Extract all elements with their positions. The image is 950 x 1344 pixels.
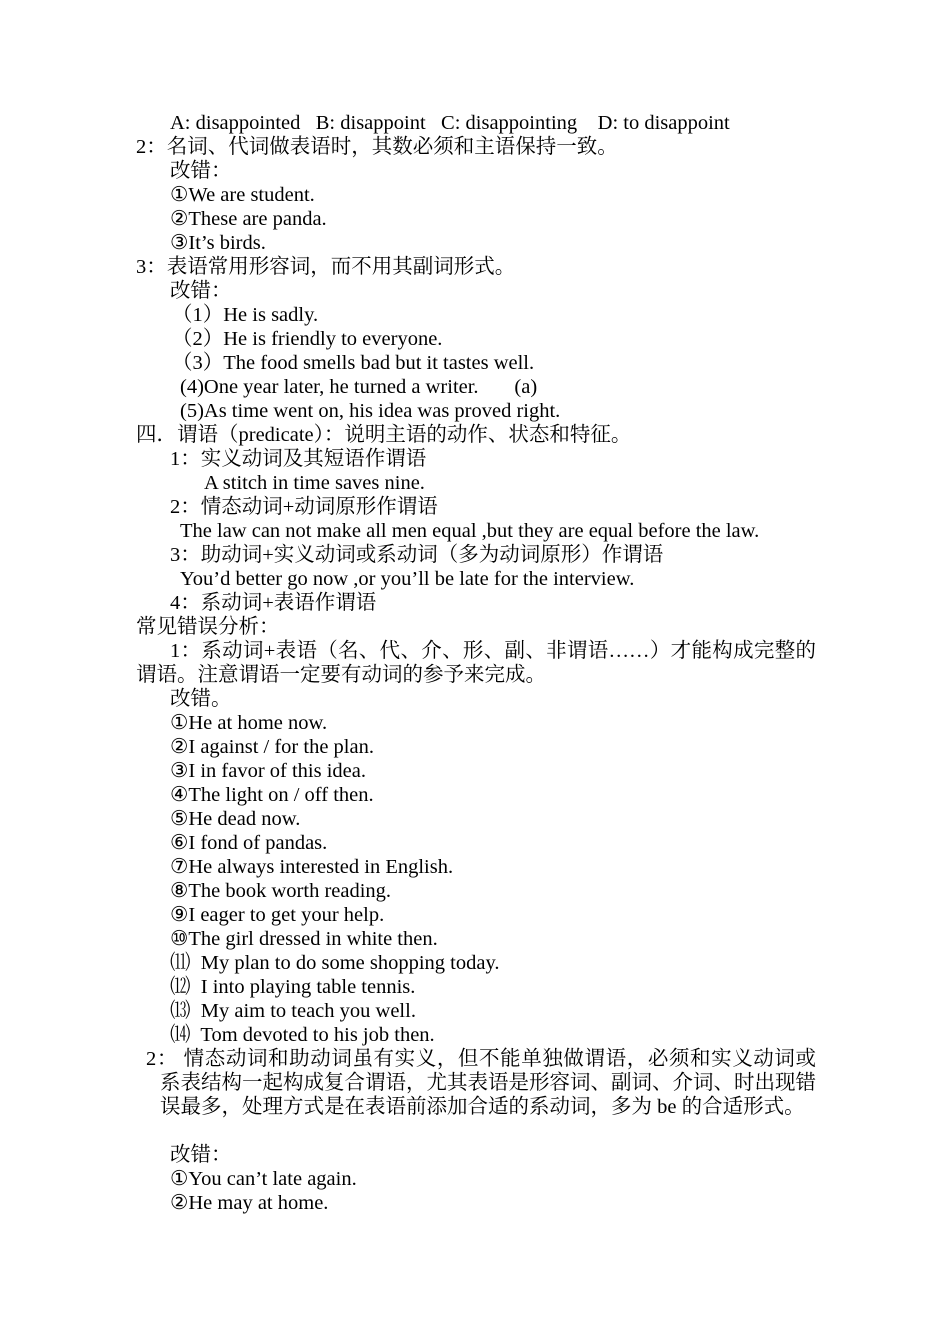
exercise-item: ④The light on / off then.: [170, 784, 374, 806]
exercise-item: ⑾ My plan to do some shopping today.: [170, 952, 500, 974]
exercise-item: ②I against / for the plan.: [170, 736, 374, 758]
example-sentence: You’d better go now ,or you’ll be late for the interview.: [180, 568, 635, 590]
correct-errors-label: 改错：: [170, 1144, 232, 1166]
rule-2-heading: 2：名词、代词做表语时，其数必须和主语保持一致。: [136, 136, 618, 158]
exercise-item: ⑧The book worth reading.: [170, 880, 392, 902]
subsection-heading: 2：情态动词+动词原形作谓语: [170, 496, 438, 518]
subsection-heading: 4：系动词+表语作谓语: [170, 592, 377, 614]
exercise-item: ⑤He dead now.: [170, 808, 301, 830]
correct-errors-label: 改错：: [170, 280, 232, 302]
exercise-item: ⒁ Tom devoted to his job then.: [170, 1024, 435, 1046]
error-analysis-heading: 常见错误分析：: [136, 616, 280, 638]
exercise-item: ③I in favor of this idea.: [170, 760, 366, 782]
exercise-item: ①You can’t late again.: [170, 1168, 357, 1190]
example-sentence: A stitch in time saves nine.: [204, 472, 425, 494]
correct-errors-label: 改错。: [170, 688, 232, 710]
rule-paragraph: 1：系动词+表语（名、代、介、形、副、非谓语……）才能构成完整的谓语。注意谓语一定要有动词的参予来完成。: [136, 640, 816, 686]
subsection-heading: 1：实义动词及其短语作谓语: [170, 448, 427, 470]
exercise-item: （3）The food smells bad but it tastes well.: [172, 352, 535, 374]
options-line: A: disappointed B: disappoint C: disappointing D: to disappoint: [170, 112, 730, 134]
exercise-item: (4)One year later, he turned a writer. (a): [180, 376, 538, 398]
rule-paragraph: 2： 情态动词和助动词虽有实义，但不能单独做谓语，必须和实义动词或系表结构一起构成复合谓语，尤其表语是形容词、副词、介词、时出现错误最多，处理方式是在表语前添加合适的系动词，多为 be 的合适形式。: [146, 1048, 816, 1118]
exercise-item: ①We are student.: [170, 184, 315, 206]
section-4-heading: 四．谓语（predicate）：说明主语的动作、状态和特征。: [136, 424, 632, 446]
exercise-item: ②These are panda.: [170, 208, 327, 230]
exercise-item: ⑩The girl dressed in white then.: [170, 928, 438, 950]
subsection-heading: 3：助动词+实义动词或系动词（多为动词原形）作谓语: [170, 544, 664, 566]
exercise-item: ②He may at home.: [170, 1192, 329, 1214]
exercise-item: (5)As time went on, his idea was proved right.: [180, 400, 561, 422]
exercise-item: ①He at home now.: [170, 712, 328, 734]
exercise-item: （2）He is friendly to everyone.: [172, 328, 443, 350]
rule-3-heading: 3：表语常用形容词，而不用其副词形式。: [136, 256, 516, 278]
exercise-item: （1）He is sadly.: [172, 304, 319, 326]
exercise-item: ⑿ I into playing table tennis.: [170, 976, 416, 998]
exercise-item: ⑨I eager to get your help.: [170, 904, 385, 926]
correct-errors-label: 改错：: [170, 160, 232, 182]
exercise-item: ⑦He always interested in English.: [170, 856, 454, 878]
exercise-item: ⑥I fond of pandas.: [170, 832, 328, 854]
exercise-item: ③It’s birds.: [170, 232, 266, 254]
exercise-item: ⒀ My aim to teach you well.: [170, 1000, 416, 1022]
example-sentence: The law can not make all men equal ,but they are equal before the law.: [180, 520, 760, 542]
